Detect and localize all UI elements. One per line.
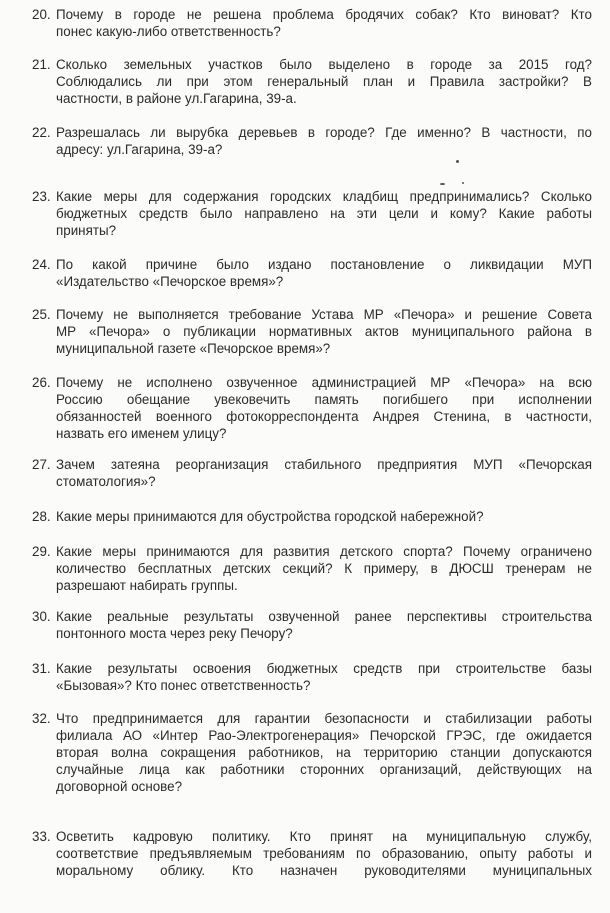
question-line: частности, в районе ул.Гагарина, 39-а.	[56, 91, 297, 106]
question-line: «Издательство «Печорское время»?	[56, 274, 284, 289]
question-line: Россию обещание увековечить память погибшего при исполнении	[56, 392, 592, 407]
question-line: Осветить кадровую политику. Кто принят на муниципальную службу,	[56, 829, 592, 844]
scan-speck	[440, 183, 445, 185]
question-25	[32, 306, 592, 357]
question-line: адресу: ул.Гагарина, 39-а?	[56, 142, 223, 157]
question-33	[32, 828, 592, 879]
question-number: 28.	[32, 509, 51, 524]
question-24	[32, 256, 592, 290]
question-26	[32, 374, 592, 442]
question-line: Разрешалась ли вырубка деревьев в городе? Где именно? В частности, по	[56, 125, 592, 140]
question-line: моральному облику. Кто назначен руководителями муниципальных	[56, 863, 592, 878]
question-line: Какие меры принимаются для обустройства городской набережной?	[56, 509, 484, 524]
question-line: МР «Печора» о публикации нормативных актов муниципального района в	[56, 324, 592, 339]
question-number: 32.	[32, 711, 51, 726]
question-30	[32, 608, 592, 642]
question-line: бюджетных средств было направлено на эти цели и кому? Какие работы	[56, 206, 592, 221]
question-29	[32, 543, 592, 594]
question-number: 33.	[32, 829, 51, 844]
question-20	[32, 6, 592, 40]
question-line: «Бызовая»? Кто понес ответственность?	[56, 678, 311, 693]
question-23	[32, 188, 592, 239]
question-line: случайные лица как работники сторонних организаций, действующих на	[56, 762, 592, 777]
question-line: Соблюдались ли при этом генеральный план и Правила застройки? В	[56, 74, 592, 89]
question-line: филиала АО «Интер Рао-Электрогенерация» Печорской ГРЭС, где ожидается	[56, 728, 592, 743]
question-line: муниципальной газете «Печорское время»?	[56, 341, 331, 356]
question-line: Какие меры для содержания городских кладбищ предпринимались? Сколько	[56, 189, 592, 204]
question-number: 26.	[32, 375, 51, 390]
question-line: По какой причине было издано постановление о ликвидации МУП	[56, 257, 592, 272]
question-line: Какие меры принимаются для развития детского спорта? Почему ограничено	[56, 544, 592, 559]
question-line: Что предпринимается для гарантии безопасности и стабилизации работы	[56, 711, 592, 726]
question-number: 29.	[32, 544, 51, 559]
question-line: разрешают набирать группы.	[56, 578, 238, 593]
question-line: Почему не выполняется требование Устава МР «Печора» и решение Совета	[56, 307, 592, 322]
question-number: 23.	[32, 189, 51, 204]
question-number: 24.	[32, 257, 51, 272]
question-line: обязанностей военного фотокорреспондента Андрея Стенина, в частности,	[56, 409, 592, 424]
question-line: назвать его именем улицу?	[56, 426, 227, 441]
question-number: 27.	[32, 457, 51, 472]
question-line: приняты?	[56, 223, 117, 238]
question-line: Почему не исполнено озвученное администрацией МР «Печора» на всю	[56, 375, 592, 390]
question-line: количество бесплатных детских секций? К примеру, в ДЮСШ тренерам не	[56, 561, 592, 576]
question-line: Зачем затеяна реорганизация стабильного предприятия МУП «Печорская	[56, 457, 592, 472]
question-line: Какие реальные результаты озвученной ранее перспективы строительства	[56, 609, 592, 624]
scan-speck	[462, 182, 464, 184]
question-line: понтонного моста через реку Печору?	[56, 626, 293, 641]
question-line: понес какую-либо ответственность?	[56, 24, 281, 39]
question-27	[32, 456, 592, 490]
question-line: Почему в городе не решена проблема бродячих собак? Кто виноват? Кто	[56, 7, 592, 22]
question-number: 22.	[32, 125, 51, 140]
question-line: Сколько земельных участков было выделено в городе за 2015 год?	[56, 57, 592, 72]
question-32	[32, 710, 592, 795]
question-number: 31.	[32, 661, 51, 676]
scan-speck	[456, 160, 459, 163]
question-line: Какие результаты освоения бюджетных средств при строительстве базы	[56, 661, 592, 676]
question-line: договорной основе?	[56, 779, 183, 794]
question-number: 30.	[32, 609, 51, 624]
question-number: 25.	[32, 307, 51, 322]
question-number: 20.	[32, 7, 51, 22]
question-28	[32, 508, 592, 525]
question-line: соответствие предъявляемым требованиям по образованию, опыту работы и	[56, 846, 592, 861]
question-31	[32, 660, 592, 694]
question-line: стоматология»?	[56, 474, 156, 489]
question-21	[32, 56, 592, 107]
question-22	[32, 124, 592, 158]
question-line: вторая волна сокращения работников, на территорию станции допускаются	[56, 745, 592, 760]
question-number: 21.	[32, 57, 51, 72]
